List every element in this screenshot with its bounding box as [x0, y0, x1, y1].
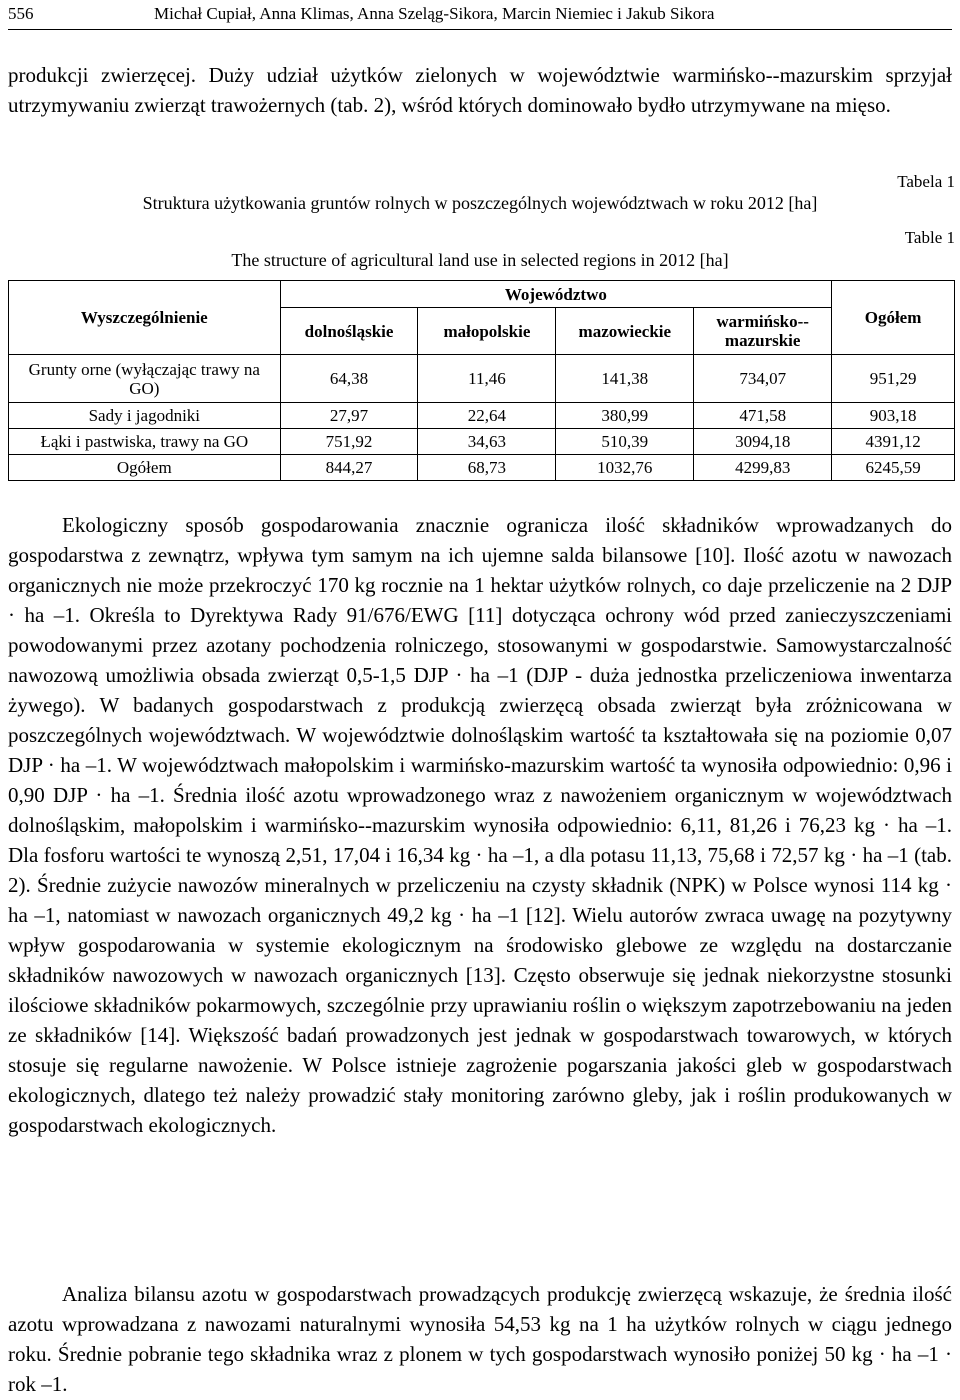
row-label: Łąki i pastwiska, trawy na GO: [9, 429, 281, 455]
cell-value: 3094,18: [694, 429, 832, 455]
cell-value: 380,99: [556, 403, 694, 429]
header-voivodeship: Województwo: [280, 281, 832, 308]
main-paragraph: Ekologiczny sposób gospodarowania znacznie ogranicza ilość składników wprowadzanych do gospodarstwa z zewnątrz, wpływa tym samym na ich ujemne salda bilansowe [10]. Ilość azotu w nawozach organicznych nie może przekroczyć 170 kg rocznie na 1 hektar użytków rolnych, co daje przeliczenie na 2 DJP · ha –1. Określa to Dyrektywa Rady 91/676/EWG [11] dotycząca ochrony wód przed zanieczyszczeniami powodowanymi przez azotany pochodzenia rolniczego, stosowanymi w gospodarstwie. Samowystarczalność nawozową umożliwia obsada zwierząt 0,5-1,5 DJP · ha –1 (DJP - duża jednostka przeliczeniowa inwentarza żywego). W badanych gospodarstwach z produkcją zwierzęcą obsada zwierząt była zróżnicowana w poszczególnych województwach. W województwie dolnośląskim wartość ta kształtowała się na poziomie 0,07 DJP · ha –1. W województwach małopolskim i warmińsko-mazurskim wartość ta wynosiła odpowiednio: 0,96 i 0,90 DJP · ha –1. Średnia ilość azotu wprowadzonego wraz z nawożeniem organicznym w województwach dolnośląskim, małopolskim i warmińsko--mazurskim wynosiła odpowiednio: 6,11, 81,26 i 76,23 kg · ha –1. Dla fosforu wartości te wynoszą 2,51, 17,04 i 16,34 kg · ha –1, a dla potasu 11,13, 75,68 i 72,57 kg · ha –1 (tab. 2). Średnie zużycie nawozów mineralnych w przeliczeniu na czysty składnik (NPK) w Polsce wynosi 114 kg · ha –1, natomiast w nawozach organicznych 49,2 kg · ha –1 [12]. Wielu autorów zwraca uwagę na pozytywny wpływ gospodarowania w systemie ekologicznym na środowisko glebowe ze względu na dostarczanie składników nawozowych w nawozach organicznych [13]. Często obserwuje się jednak niekorzystne stosunki ilościowe składników pokarmowych, szczególnie przy uprawianiu roślin o większym zapotrzebowaniu na jeden ze składników [14]. Większość badań prowadzonych jest jednak w gospodarstwach towarowych, w których stosuje się regularne nawożenie. W Polsce istnieje zagrożenie pogarszania jakości gleb w gospodarstwach ekologicznych, dlatego też należy prowadzić stały monitoring zarówno gleby, jak i roślin produkowanych w gospodarstwach ekologicznych.: [8, 513, 952, 1137]
row-label: Sady i jagodniki: [9, 403, 281, 429]
row-label: Ogółem: [9, 455, 281, 481]
cell-value: 734,07: [694, 355, 832, 403]
table-row: [9, 355, 955, 403]
cell-value: 4299,83: [694, 455, 832, 481]
table-label-pl: Tabela 1: [897, 172, 955, 191]
cell-value: 844,27: [280, 455, 418, 481]
page-number: 556: [8, 4, 34, 23]
intro-paragraph: produkcji zwierzęcej. Duży udział użytków zielonych w województwie warmińsko--mazurskim sprzyjał utrzymywaniu zwierząt trawożernych (tab. 2), wśród których dominowało bydło utrzymywane na mięso.: [8, 63, 952, 117]
cell-value: 4391,12: [832, 429, 955, 455]
cell-value: 751,92: [280, 429, 418, 455]
header-region: mazowieckie: [556, 308, 694, 355]
closing-paragraph: Analiza bilansu azotu w gospodarstwach prowadzących produkcję zwierzęcą wskazuje, że średnia ilość azotu wprowadzana z nawozami naturalnymi wynosiła 54,53 kg na 1 ha użytków rolnych w ciągu jednego roku. Średnie pobranie tego składnika wraz z plonem w tych gospodarstwach wynosiło poniżej 50 kg · ha –1 · rok –1.: [8, 1282, 952, 1396]
cell-value: 6245,59: [832, 455, 955, 481]
cell-value: 1032,76: [556, 455, 694, 481]
table-row: [9, 455, 955, 481]
cell-value: 27,97: [280, 403, 418, 429]
cell-value: 68,73: [418, 455, 556, 481]
table-row: [9, 403, 955, 429]
header-total: Ogółem: [832, 281, 955, 355]
table-label-en: Table 1: [904, 228, 955, 247]
cell-value: 141,38: [556, 355, 694, 403]
table-row: [9, 429, 955, 455]
cell-value: 34,63: [418, 429, 556, 455]
cell-value: 951,29: [832, 355, 955, 403]
cell-value: 510,39: [556, 429, 694, 455]
cell-value: 64,38: [280, 355, 418, 403]
header-region: dolnośląskie: [280, 308, 418, 355]
header-region: warmińsko--mazurskie: [694, 308, 832, 355]
running-head-authors: Michał Cupiał, Anna Klimas, Anna Szeląg-Sikora, Marcin Niemiec i Jakub Sikora: [154, 4, 715, 23]
table-caption-en: The structure of agricultural land use in selected regions in 2012 [ha]: [231, 250, 729, 270]
header-region: małopolskie: [418, 308, 556, 355]
header-item: Wyszczególnienie: [9, 281, 281, 355]
land-use-table: [8, 280, 955, 481]
cell-value: 11,46: [418, 355, 556, 403]
row-label: Grunty orne (wyłączając trawy na GO): [9, 355, 281, 403]
cell-value: 22,64: [418, 403, 556, 429]
page-header: [8, 0, 952, 30]
cell-value: 471,58: [694, 403, 832, 429]
cell-value: 903,18: [832, 403, 955, 429]
table-caption-pl: Struktura użytkowania gruntów rolnych w poszczególnych województwach w roku 2012 [ha]: [142, 193, 818, 213]
